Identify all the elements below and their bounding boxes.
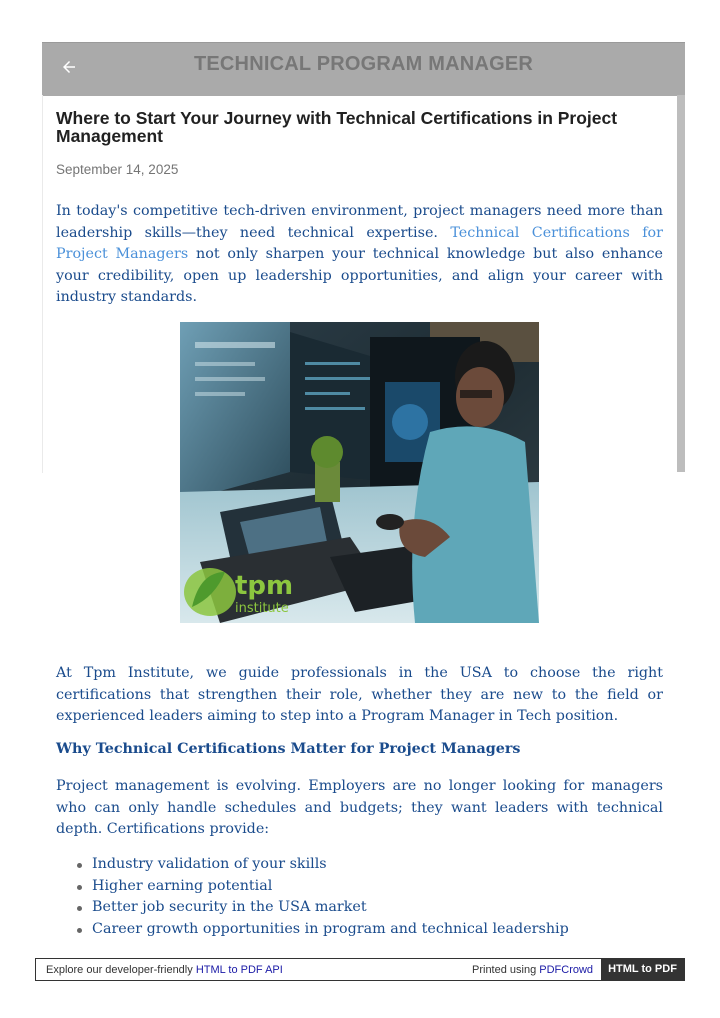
list-item: Career growth opportunities in program and technical leadership xyxy=(92,919,569,941)
header-title: TECHNICAL PROGRAM MANAGER xyxy=(193,53,534,75)
pdf-footer xyxy=(35,958,685,981)
logo-main-text: tpm xyxy=(235,571,294,601)
intro-text-before: In today's competitive tech-driven environment, project managers need more than leadership skills—they need technical expertise. xyxy=(56,203,663,241)
hero-image xyxy=(180,322,539,623)
pdfcrowd-link[interactable]: PDFCrowd xyxy=(539,964,594,976)
html-to-pdf-api-link[interactable]: HTML to PDF API xyxy=(195,964,283,976)
list-item: Higher earning potential xyxy=(92,876,569,898)
post-title: Where to Start Your Journey with Technical Certifications in Project Management xyxy=(56,108,618,146)
paragraph-3: Project management is evolving. Employers are no longer looking for managers who can only handle schedules and budgets; they want leaders with technical depth. Certifications provide: xyxy=(56,778,663,837)
hero-image-illustration xyxy=(180,322,539,623)
html-to-pdf-button[interactable]: HTML to PDF xyxy=(601,959,684,980)
intro-paragraph xyxy=(56,201,663,309)
footer-right-text: Printed using xyxy=(472,964,540,976)
benefits-list xyxy=(56,854,569,940)
footer-left xyxy=(46,964,283,976)
post-date: September 14, 2025 xyxy=(56,162,179,177)
footer-right xyxy=(472,964,593,976)
paragraph-2: At Tpm Institute, we guide professionals in the USA to choose the right certifications that strengthen their role, whether they are new to the field or experienced leaders aiming to step into a Program Manager in Tech position. xyxy=(56,665,663,724)
scrollbar[interactable] xyxy=(677,95,685,472)
certifications-link[interactable]: Technical Certifications for Project Managers xyxy=(56,224,663,262)
logo-sub-text: institute xyxy=(235,601,289,616)
intro-text-after: not only sharpen your technical knowledge but also enhance your credibility, open up leadership opportunities, and align your career with industry standards. xyxy=(56,246,663,305)
section-heading: Why Technical Certifications Matter for Project Managers xyxy=(56,741,521,757)
app-header xyxy=(42,42,685,96)
footer-left-text: Explore our developer-friendly xyxy=(46,964,196,976)
list-item: Industry validation of your skills xyxy=(92,854,569,876)
list-item: Better job security in the USA market xyxy=(92,897,569,919)
